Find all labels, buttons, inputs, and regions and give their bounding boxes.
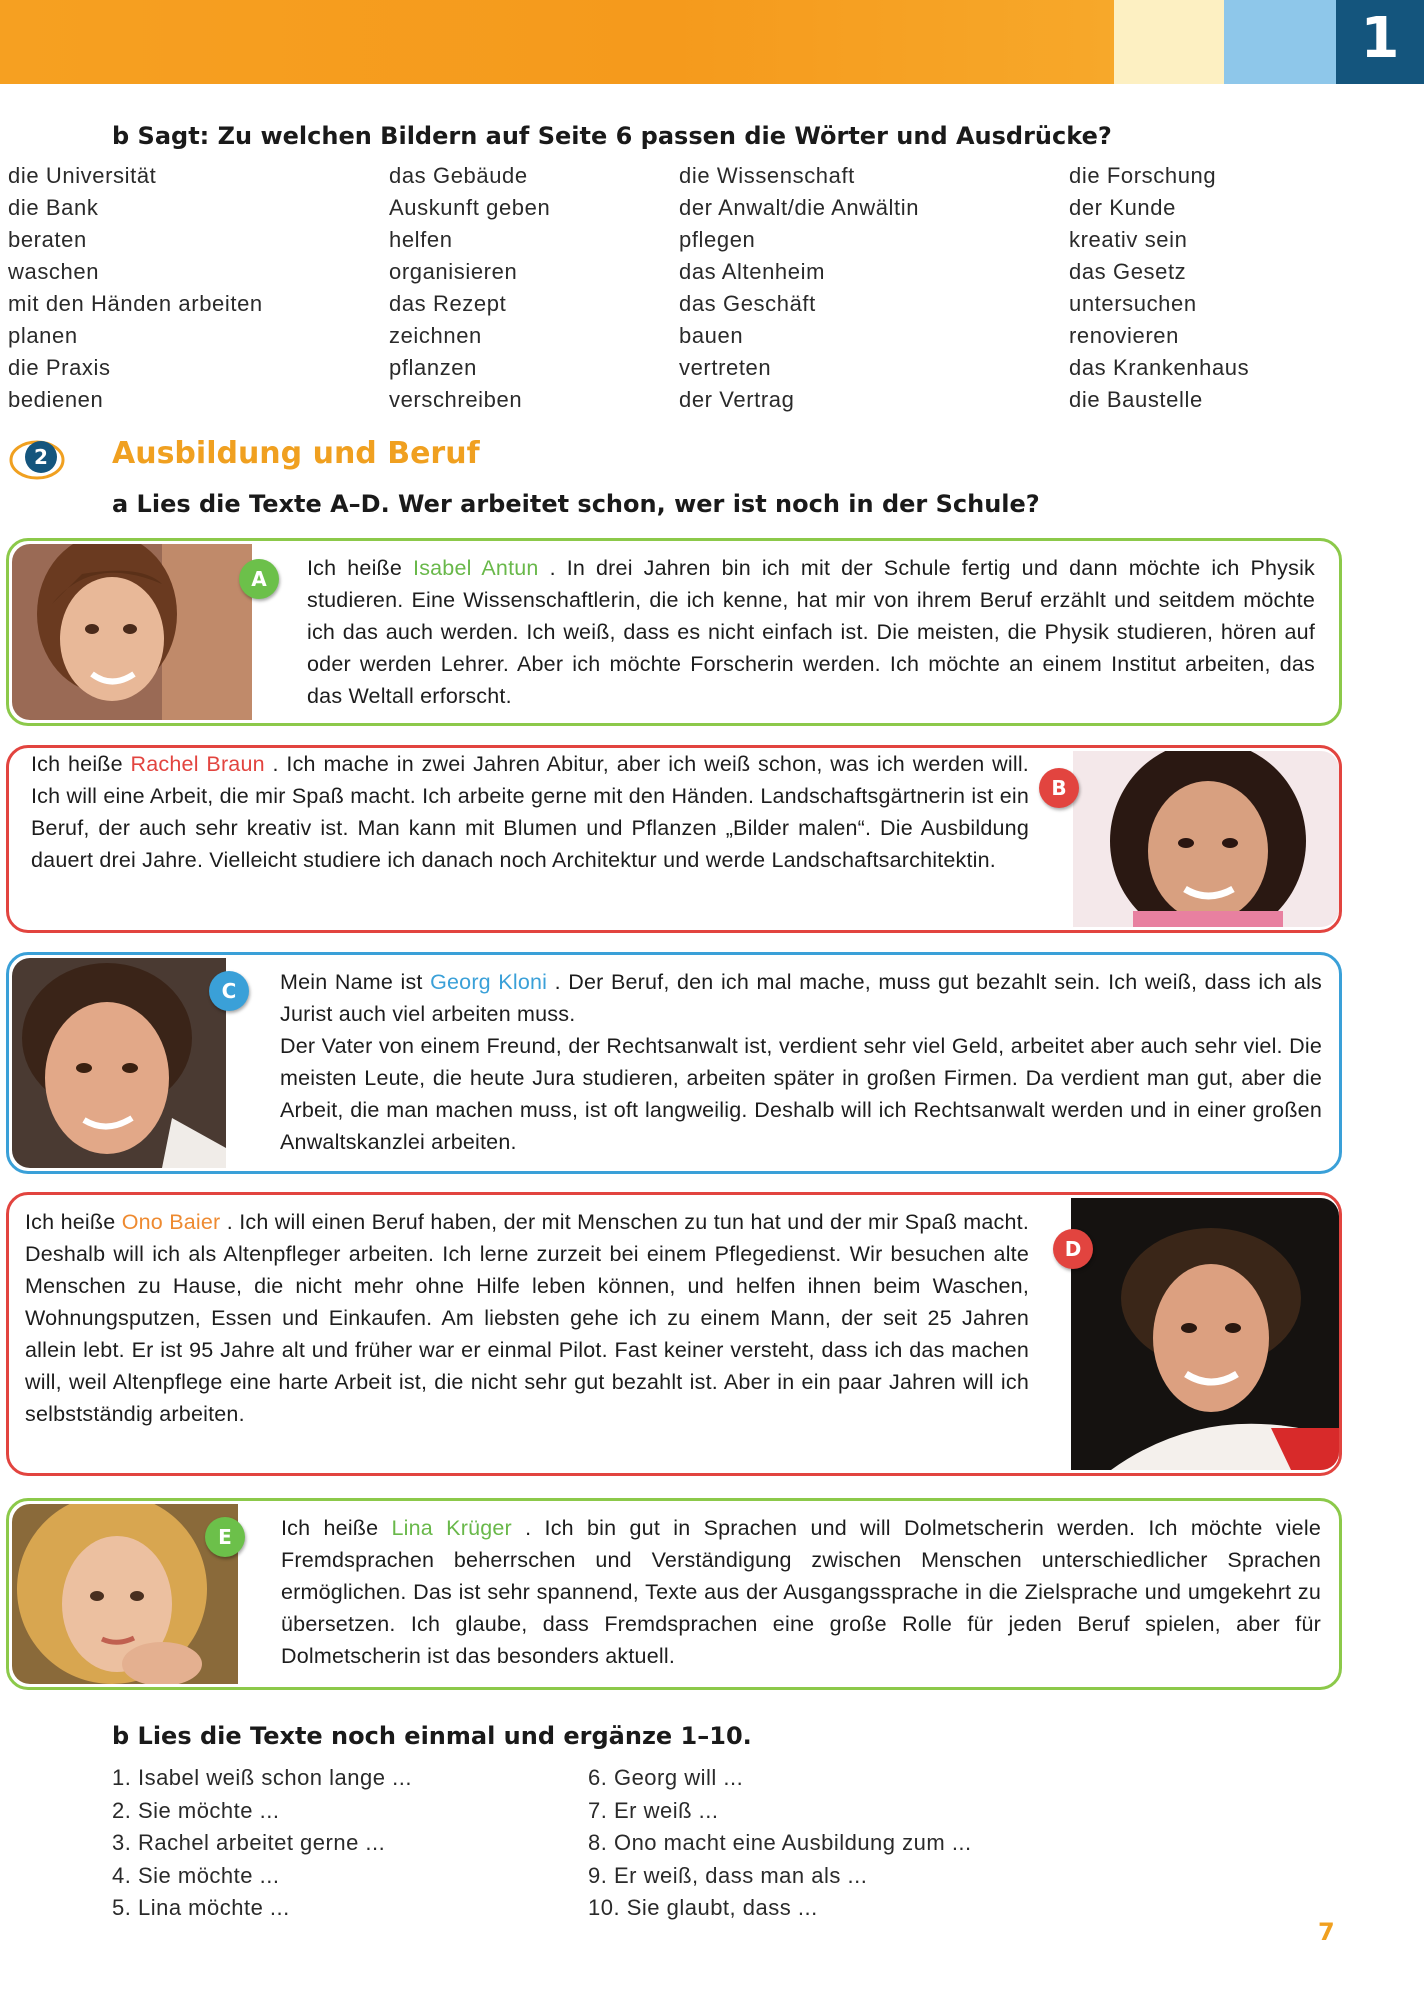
card-text-b <box>31 748 1029 876</box>
text-segment: . In drei Jahren bin ich mit der Schule fertig und dann möchte ich Physik studieren. Eine Wissenschaftlerin, die ich kenne, hat mir von ihrem Beruf erzählt und seitdem möchte ich das auch werden. Ich weiß, dass es nicht einfach ist. Die meisten, die Physik studieren, hören auf oder werden Lehrer. Aber ich möchte Forscherin werden. Ich möchte an einem Institut arbeiten, das das Weltall erforscht. <box>307 556 1316 708</box>
photo-georg <box>12 958 226 1168</box>
list-item: 3. Rachel arbeitet gerne ... <box>112 1830 386 1855</box>
text-segment: Ich heiße <box>281 1516 392 1540</box>
chapter-number: 1 <box>1360 6 1400 71</box>
text-card-d <box>6 1192 1342 1476</box>
text-segment: Der Vater von einem Freund, der Rechtsanwalt ist, verdient sehr viel Geld, arbeitet aber auch sehr viel. Die meisten Leute, die heute Jura studieren, arbeiten später in großen Firmen. Da verdient man gut, aber die Arbeit, die man machen muss, ist oft langweilig. Deshalb will ich Rechtsanwalt werden und in einer großen Anwaltskanzlei arbeiten. <box>280 1034 1322 1154</box>
word-item: die Wissenschaft <box>679 163 855 188</box>
header-band <box>0 0 1424 84</box>
word-item: der Anwalt/die Anwältin <box>679 195 920 220</box>
text-segment: . Ich mache in zwei Jahren Abitur, aber ich weiß schon, was ich werden will. Ich will eine Arbeit, die mir Spaß macht. Ich arbeite gerne mit den Händen. Landschaftsgärtnerin ist ein Beruf, der auch sehr kreativ ist. Man kann mit Blumen und Pflanzen „Bilder malen“. Die Ausbildung dauert drei Jahre. Vielleicht studiere ich danach noch Architektur und werde Landschaftsarchitektin. <box>31 752 1029 872</box>
header-orange-stripe <box>0 0 1114 84</box>
word-item: mit den Händen arbeiten <box>8 291 263 316</box>
list-item: 10. Sie glaubt, dass ... <box>588 1895 818 1920</box>
header-lightblue-stripe <box>1224 0 1336 84</box>
list-item: 6. Georg will ... <box>588 1765 744 1790</box>
word-item: das Geschäft <box>679 291 816 316</box>
person-name: Isabel Antun <box>413 556 539 580</box>
card-letter-badge: E <box>205 1517 245 1557</box>
word-item: pflanzen <box>389 355 477 380</box>
list-item: 1. Isabel weiß schon lange ... <box>112 1765 412 1790</box>
word-item: das Altenheim <box>679 259 825 284</box>
word-item: bauen <box>679 323 744 348</box>
task-b1-title: b Sagt: Zu welchen Bildern auf Seite 6 passen die Wörter und Ausdrücke? <box>112 122 1112 150</box>
word-item: der Kunde <box>1069 195 1176 220</box>
word-item: beraten <box>8 227 87 252</box>
task-b2-title: b Lies die Texte noch einmal und ergänze 1–10. <box>112 1722 752 1750</box>
list-item: 9. Er weiß, dass man als ... <box>588 1862 868 1888</box>
list-item: 8. Ono macht eine Ausbildung zum ... <box>588 1830 972 1855</box>
photo-isabel <box>12 544 252 720</box>
word-item: die Forschung <box>1069 163 1217 188</box>
word-column-4 <box>1069 160 1249 416</box>
word-item: die Praxis <box>8 355 111 380</box>
photo-lina <box>12 1504 238 1684</box>
word-column-3 <box>679 160 919 416</box>
word-item: waschen <box>8 259 100 284</box>
word-item: die Bank <box>8 195 99 220</box>
word-item: helfen <box>389 227 453 252</box>
text-card-e <box>6 1498 1342 1690</box>
word-item: der Vertrag <box>679 387 795 412</box>
list-item: 5. Lina möchte ... <box>112 1895 290 1920</box>
photo-rachel <box>1073 751 1339 927</box>
text-card-c <box>6 952 1342 1174</box>
page-number: 7 <box>1318 1918 1335 1946</box>
word-item: zeichnen <box>389 323 482 348</box>
card-text-e <box>281 1512 1321 1672</box>
word-item: vertreten <box>679 355 772 380</box>
text-segment: Ich heiße <box>25 1210 122 1234</box>
card-text-a <box>307 552 1315 712</box>
header-cream-stripe <box>1114 0 1224 84</box>
word-item: das Gebäude <box>389 163 528 188</box>
card-text-d <box>25 1206 1029 1430</box>
word-item: das Rezept <box>389 291 507 316</box>
card-text-c <box>280 966 1322 1158</box>
text-segment: . Ich bin gut in Sprachen und will Dolmetscherin werden. Ich möchte viele Fremdsprachen beherrschen und Verständigung zwischen Menschen unterschiedlicher Sprachen ermöglichen. Das ist sehr spannend, Texte aus der Ausgangssprache in die Zielsprache und umgekehrt zu übersetzen. Ich glaube, dass Fremdsprachen eine große Rolle für jeden Beruf spielen, aber für Dolmetscherin ist das besonders aktuell. <box>281 1516 1321 1668</box>
card-letter-badge: D <box>1053 1229 1093 1269</box>
word-column-1 <box>8 160 263 416</box>
word-item: kreativ sein <box>1069 227 1188 252</box>
card-letter-badge: B <box>1039 768 1079 808</box>
word-item: untersuchen <box>1069 291 1197 316</box>
list-item: 4. Sie möchte ... <box>112 1862 280 1888</box>
person-name: Lina Krüger <box>391 1516 512 1540</box>
text-segment: Ich heiße <box>307 556 414 580</box>
word-item: die Universität <box>8 163 157 188</box>
text-card-a <box>6 538 1342 726</box>
task-a-title: a Lies die Texte A–D. Wer arbeitet schon, wer ist noch in der Schule? <box>112 490 1040 518</box>
list-item: 7. Er weiß ... <box>588 1797 719 1823</box>
word-item: organisieren <box>389 259 518 284</box>
card-letter-badge: A <box>239 559 279 599</box>
photo-ono <box>1071 1198 1339 1470</box>
word-item: das Krankenhaus <box>1069 355 1250 380</box>
section-title: Ausbildung und Beruf <box>112 436 480 471</box>
word-column-2 <box>389 160 550 416</box>
card-letter-badge: C <box>209 971 249 1011</box>
text-segment: Ich heiße <box>31 752 131 776</box>
section-number-badge <box>8 436 66 482</box>
person-name: Rachel Braun <box>130 752 265 776</box>
items-left-column <box>112 1762 412 1925</box>
word-item: bedienen <box>8 387 104 412</box>
list-item: 2. Sie möchte ... <box>112 1797 280 1823</box>
word-item: das Gesetz <box>1069 259 1187 284</box>
word-item: planen <box>8 323 78 348</box>
text-segment: . Ich will einen Beruf haben, der mit Menschen zu tun hat und der mir Spaß macht. Deshalb will ich als Altenpfleger arbeiten. Ich lerne zurzeit bei einem Pflegedienst. Wir besuchen alte Menschen zu Hause, die nicht mehr ohne Hilfe leben können, und helfen ihnen beim Waschen, Wohnungsputzen, Essen und Einkaufen. Am liebsten gehe ich zu einem Mann, der seit 25 Jahren allein lebt. Er ist 95 Jahre alt und früher war er einmal Pilot. Fast keiner versteht, dass ich das machen will, weil Altenpflege eine harte Arbeit ist, die nicht sehr gut bezahlt ist. Aber in ein paar Jahren will ich selbstständig arbeiten. <box>25 1210 1030 1426</box>
person-name: Ono Baier <box>121 1210 221 1234</box>
items-right-column <box>588 1762 972 1925</box>
text-segment: Mein Name ist <box>280 970 431 994</box>
word-item: renovieren <box>1069 323 1179 348</box>
word-item: die Baustelle <box>1069 387 1203 412</box>
text-segment: . Der Beruf, den ich mal mache, muss gut bezahlt sein. Ich weiß, dass ich als Jurist auch viel arbeiten muss. <box>280 970 1322 1026</box>
person-name: Georg Kloni <box>430 970 548 994</box>
text-card-b <box>6 745 1342 933</box>
section-number: 2 <box>34 445 48 469</box>
word-item: pflegen <box>679 227 756 252</box>
word-item: Auskunft geben <box>389 195 551 220</box>
word-item: verschreiben <box>389 387 523 412</box>
